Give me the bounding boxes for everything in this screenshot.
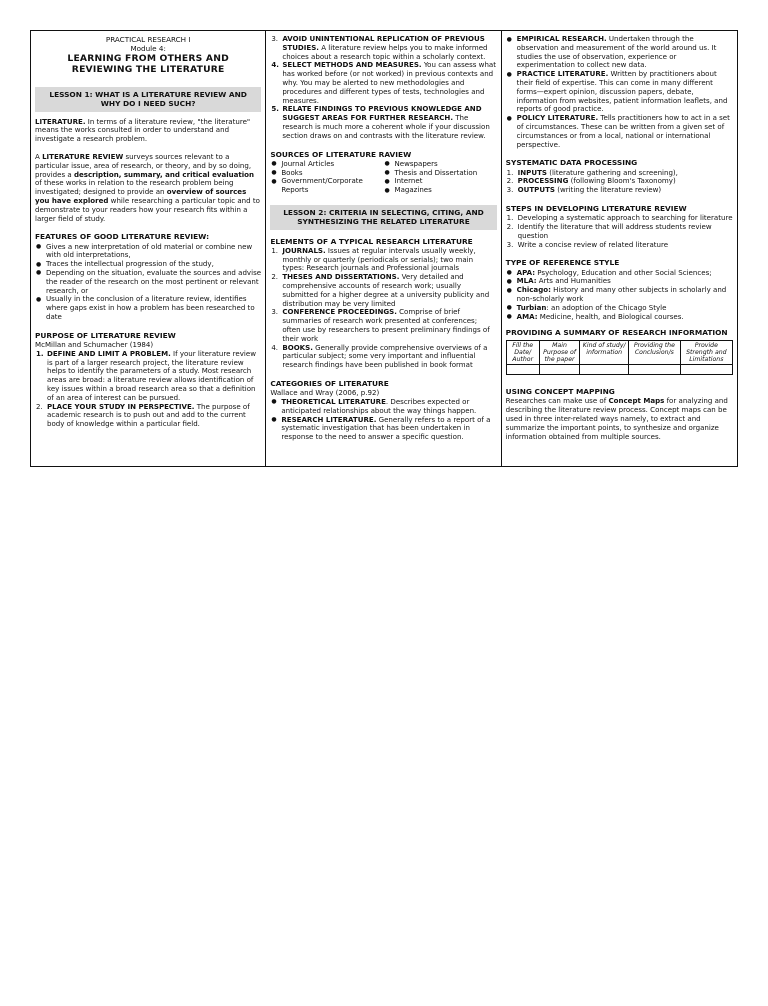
list-item xyxy=(281,416,496,442)
item-text: Very detailed and comprehensive accounts of research work; usually submitted for a higher degree at a university publicity and distribution may be very limited xyxy=(282,272,490,308)
lr-text-2: of these works in relation to the research problem being investigated; designed to provide an xyxy=(35,178,234,197)
table-header-cell: Provide Strength and Limitations xyxy=(680,340,732,364)
sdp-list xyxy=(506,169,733,195)
item-text: Psychology, Education and other Social Sciences; xyxy=(535,267,712,277)
item-text: . Describes expected or anticipated relationships about the way things happen. xyxy=(281,396,477,415)
module-number: Module 4: xyxy=(130,44,166,53)
concept-mapping-text xyxy=(506,397,733,441)
literature-definition xyxy=(35,118,261,144)
item-term: INPUTS xyxy=(517,167,547,177)
item-text: A literature review helps you to make informed choices about a research topic within a scholarly context. xyxy=(282,42,488,61)
lr-bold-2: overview of sources you have explored xyxy=(35,187,247,205)
item-term: JOURNALS. xyxy=(282,245,326,255)
list-item: ● Books xyxy=(281,169,383,178)
list-item xyxy=(271,245,496,273)
lr-text-1: surveys sources relevant to a particular issue, area of research, or theory, and by so doing, provides a xyxy=(35,151,252,179)
item-number: 2. xyxy=(506,176,514,186)
list-item xyxy=(271,307,496,343)
list-item xyxy=(271,34,496,61)
list-item: ● Thesis and Dissertation xyxy=(394,169,496,178)
item-text: If your literature review is part of a larger research project, the literature review helps to identify the parameters of a study. Most research areas are broad: a literature review allows identification of key issues within a broad research area so that a definition of an area of interest can be pursued. xyxy=(47,348,256,402)
item-term: OUTPUTS xyxy=(517,185,555,195)
item-text: : an adoption of the Chicago Style xyxy=(546,302,667,312)
list-item: ● Internet xyxy=(394,177,496,186)
item-term: CONFERENCE PROCEEDINGS. xyxy=(282,307,397,317)
list-item xyxy=(281,398,496,416)
list-item: ● Gives a new interpretation of old material or combine new with old interpretations, xyxy=(46,243,261,261)
item-term: THESES AND DISSERTATIONS. xyxy=(282,272,400,282)
lr-text-3: while researching a particular topic and to demonstrate to your readers how your research fits within a larger field of study. xyxy=(35,195,260,223)
item-term: MLA: xyxy=(516,276,537,286)
item-term: POLICY LITERATURE. xyxy=(516,113,599,123)
item-term: AVOID UNINTENTIONAL REPLICATION OF PREVIOUS STUDIES. xyxy=(282,34,485,52)
item-term: APA: xyxy=(516,267,536,277)
literature-review-definition xyxy=(35,153,261,223)
table-cell xyxy=(629,365,681,375)
reference-style-heading: TYPE OF REFERENCE STYLE xyxy=(505,258,620,268)
list-item xyxy=(506,185,733,195)
item-term: PRACTICE LITERATURE. xyxy=(516,69,609,79)
item-text: Write a concise review of related literature xyxy=(517,239,669,249)
item-term: SELECT METHODS AND MEASURES. xyxy=(282,60,422,70)
item-number: 4. xyxy=(271,60,279,70)
item-number: 4. xyxy=(271,342,279,352)
list-item xyxy=(517,286,733,304)
module-sheet xyxy=(30,30,738,467)
item-text: (following Bloom's Taxonomy) xyxy=(568,176,676,186)
table-header-cell: Main Purpose of the paper xyxy=(539,340,580,364)
list-item: ● Government/Corporate Reports xyxy=(281,177,383,195)
item-number: 3. xyxy=(506,239,514,249)
table-row xyxy=(506,340,732,364)
item-term: PLACE YOUR STUDY IN PERSPECTIVE. xyxy=(47,401,195,411)
purpose-heading: PURPOSE OF LITERATURE REVIEW xyxy=(35,330,176,340)
summary-table xyxy=(506,340,733,375)
reference-style-list xyxy=(506,269,733,322)
item-term: EMPIRICAL RESEARCH. xyxy=(516,34,607,43)
course-title: PRACTICAL RESEARCH I xyxy=(105,35,191,44)
categories-list xyxy=(270,398,496,442)
item-text: Undertaken through the observation and measurement of the world around us. It studies the use of observation, experience or experimentation to collect new data. xyxy=(516,34,717,70)
lr-text-a: A xyxy=(35,151,43,161)
item-term: PROCESSING xyxy=(517,176,569,186)
list-item xyxy=(271,104,496,140)
column-2 xyxy=(266,31,501,466)
item-text: Generally refers to a report of a systematic investigation that has been undertaken in response to the need to answer a specific question. xyxy=(281,414,491,442)
sources-heading: SOURCES OF LITERATURE RAVIEW xyxy=(270,149,412,159)
item-number: 2. xyxy=(506,222,514,232)
sdp-heading: SYSTEMATIC DATA PROCESSING xyxy=(505,158,638,168)
lesson-2-heading: LESSON 2: CRITERIA IN SELECTING, CITING, AND SYNTHESIZING THE RELATED LITERATURE xyxy=(270,205,496,230)
purpose-list-continued xyxy=(270,35,496,141)
list-item xyxy=(517,114,733,149)
item-term: THEORETICAL LITERATURE xyxy=(281,396,386,406)
item-text: You can assess what has worked before (or not worked) in previous contexts and why. You may be alerted to new methodologies and procedures and different types of tests, technologies and measures. xyxy=(282,60,496,105)
categories-heading: CATEGORIES OF LITERATURE xyxy=(270,378,389,388)
item-text: (writing the literature review) xyxy=(554,185,662,195)
purpose-list xyxy=(35,350,261,429)
item-term: DEFINE AND LIMIT A PROBLEM. xyxy=(47,348,171,358)
list-item xyxy=(506,239,733,250)
item-text: (literature gathering and screening), xyxy=(546,167,678,177)
purpose-source: McMillan and Schumacher (1984) xyxy=(35,340,154,349)
sources-left xyxy=(270,160,383,195)
summary-heading: PROVIDING A SUMMARY OF RESEARCH INFORMATION xyxy=(505,328,728,338)
list-item: ● Traces the intellectual progression of the study, xyxy=(46,260,261,269)
table-row xyxy=(506,365,732,375)
list-item xyxy=(36,348,261,403)
item-text: Medicine, health, and Biological courses. xyxy=(537,311,684,321)
lr-term: LITERATURE REVIEW xyxy=(42,151,124,161)
item-number: 5. xyxy=(271,104,279,114)
sources-right xyxy=(383,160,496,195)
item-text: History and many other subjects in scholarly and non-scholarly work xyxy=(516,285,727,304)
item-term: AMA: xyxy=(516,311,538,321)
item-term: RELATE FINDINGS TO PREVIOUS KNOWLEDGE AND SUGGEST AREAS FOR FURTHER RESEARCH. xyxy=(282,104,482,123)
elements-heading: ELEMENTS OF A TYPICAL RESEARCH LITERATURE xyxy=(270,236,473,246)
elements-list xyxy=(270,247,496,370)
item-text: The purpose of academic research is to push out and add to the current body of knowledge within a particular field. xyxy=(47,401,250,429)
item-number: 2. xyxy=(271,272,279,282)
item-term: Turbian xyxy=(516,302,547,312)
item-number: 2. xyxy=(36,401,43,411)
concept-text-1: Researches can make use of xyxy=(505,396,609,406)
item-number: 1. xyxy=(506,167,514,177)
item-text: Comprise of brief summaries of research work presented at conferences; often use by researchers to present preliminary findings of their work xyxy=(282,307,490,343)
item-term: BOOKS. xyxy=(282,342,313,352)
literature-text: In terms of a literature review, "the literature" means the works consulted in order to understand and investigate a research problem. xyxy=(35,116,251,144)
item-text: Tells practitioners how to act in a set of circumstances. These can be written from a given set of circumstances or from a local, national or international perspective. xyxy=(516,113,730,149)
table-cell xyxy=(680,365,732,375)
table-header-cell: Kind of study/ information xyxy=(580,340,629,364)
item-text: Issues at regular intervals usually weekly, monthly or quarterly (periodicals or serials); two main types: Research journals and Professional journals xyxy=(282,245,476,273)
column-1 xyxy=(31,31,266,466)
module-title-line-1: LEARNING FROM OTHERS AND xyxy=(67,53,229,64)
table-header-cell: Fill the Date/ Author xyxy=(506,340,539,364)
list-item xyxy=(271,342,496,370)
list-item xyxy=(271,272,496,308)
list-item xyxy=(36,401,261,429)
list-item: ● Journal Articles xyxy=(281,160,383,169)
lr-bold-1: description, summary, and critical evaluation xyxy=(73,169,255,179)
item-number: 1. xyxy=(506,213,514,223)
list-item xyxy=(506,222,733,241)
module-title-line-2: REVIEWING THE LITERATURE xyxy=(71,64,225,76)
features-list xyxy=(35,243,261,322)
list-item: ● Newspapers xyxy=(394,160,496,169)
item-number: 1. xyxy=(271,245,279,255)
list-item: ● Depending on the situation, evaluate the sources and advise the reader of the research on the most pertinent or relevant research, or xyxy=(46,269,261,295)
list-item xyxy=(517,70,733,114)
categories-source: Wallace and Wray (2006, p.92) xyxy=(270,388,380,398)
lesson-1-heading: LESSON 1: WHAT IS A LITERATURE REVIEW AND WHY DO I NEED SUCH? xyxy=(35,87,261,112)
steps-list xyxy=(506,214,733,249)
list-item xyxy=(517,313,733,322)
item-text: Generally provide comprehensive overviews of a particular subject; some very important and influential research findings have been published in book format xyxy=(282,342,488,370)
list-item xyxy=(517,35,733,70)
concept-mapping-heading: USING CONCEPT MAPPING xyxy=(505,387,615,397)
column-3 xyxy=(502,31,737,466)
table-header-cell: Providing the Conclusion/s xyxy=(629,340,681,364)
item-text: Developing a systematic approach to searching for literature xyxy=(517,213,733,223)
list-item xyxy=(271,60,496,105)
item-number: 1. xyxy=(36,348,44,358)
table-cell xyxy=(506,365,539,375)
list-item: ● Usually in the conclusion of a literature review, identifies where gaps exist in how a problem has been researched to date xyxy=(46,295,261,321)
concept-term: Concept Maps xyxy=(608,396,665,406)
item-number: 3. xyxy=(271,307,279,317)
list-item: ● Magazines xyxy=(394,186,496,195)
literature-term: LITERATURE. xyxy=(35,116,86,126)
item-text: The research is much more a coherent whole if your discussion section draws on and contrasts with the literature review. xyxy=(282,113,490,140)
categories-list-continued xyxy=(506,35,733,149)
features-heading: FEATURES OF GOOD LITERATURE REVIEW: xyxy=(35,232,210,242)
item-text: Arts and Humanities xyxy=(536,276,611,286)
item-text: Written by practitioners about their field of expertise. This can come in many different forms—expert opinion, discussion papers, debate, information from websites, patient information leaflets, and reports of good practice. xyxy=(516,69,728,114)
item-number: 3. xyxy=(506,185,514,195)
concept-text-2: for analyzing and describing the literature review process. Concept maps can be used in three inter-related ways namely, to extract and summarize the important points, to synthesize and organize information obtained from multiple sources. xyxy=(505,396,728,441)
steps-heading: STEPS IN DEVELOPING LITERATURE REVIEW xyxy=(505,204,687,213)
item-number: 3. xyxy=(271,34,279,43)
sources-list xyxy=(270,160,496,195)
item-term: Chicago: xyxy=(516,285,551,295)
item-term: RESEARCH LITERATURE. xyxy=(281,414,377,424)
table-cell xyxy=(580,365,629,375)
table-cell xyxy=(539,365,580,375)
item-text: Identify the literature that will address students review question xyxy=(517,222,712,240)
